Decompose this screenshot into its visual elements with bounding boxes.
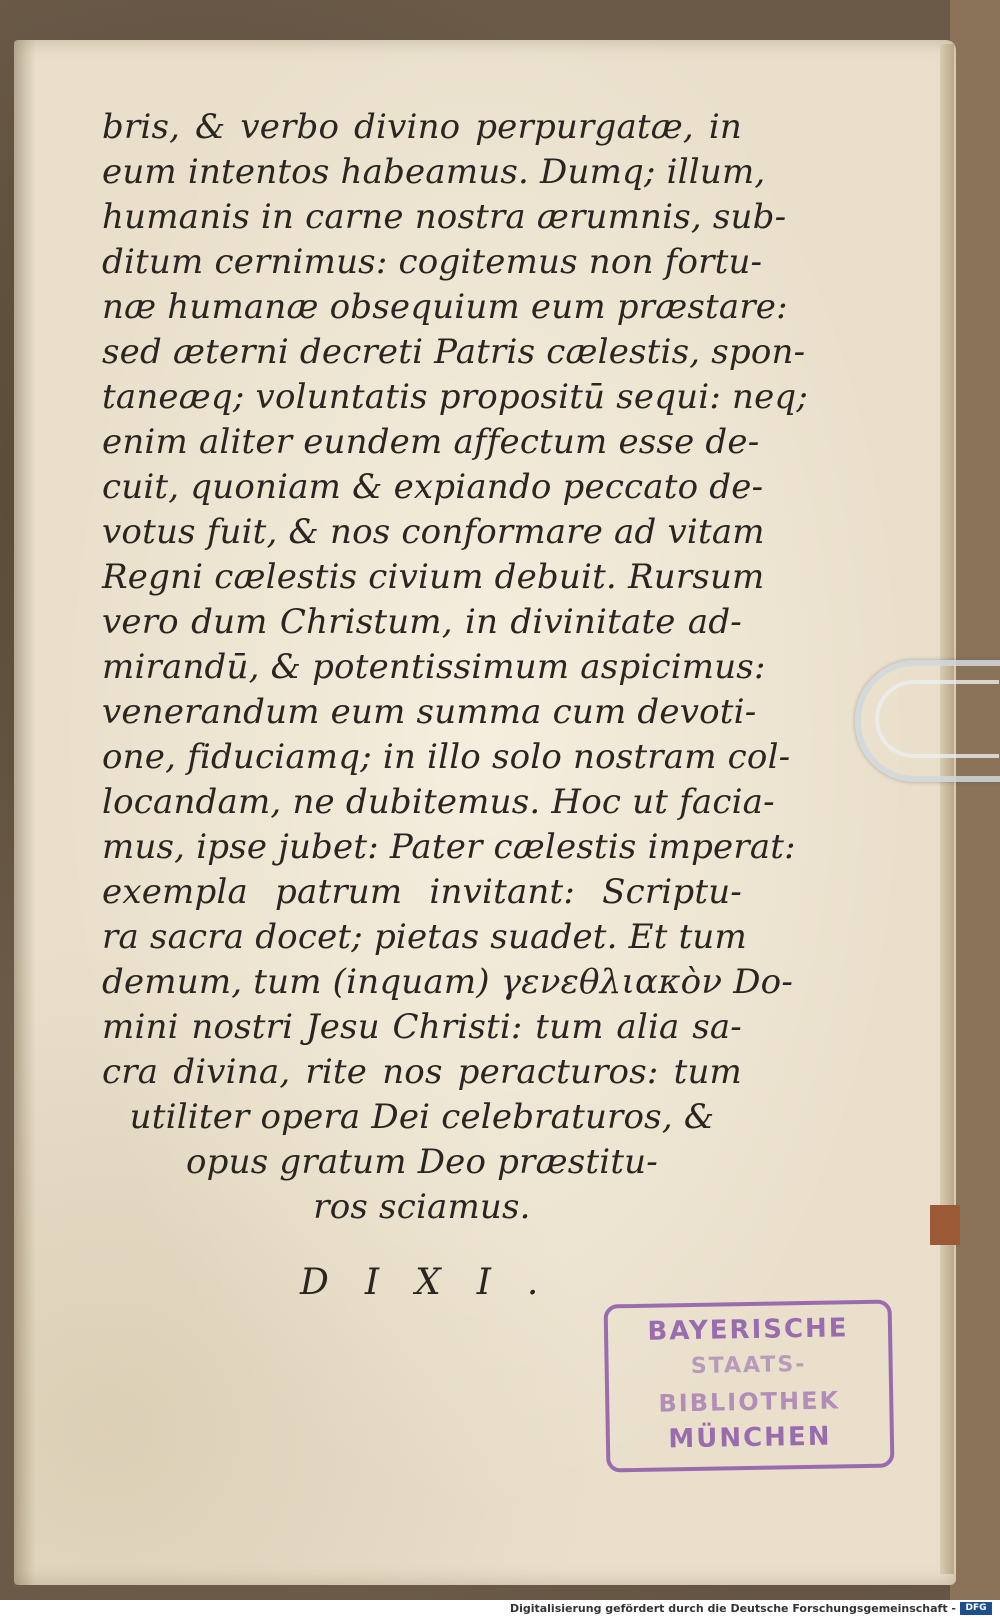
- dfg-logo-icon: DFG: [960, 1602, 992, 1615]
- paper-clip-inner: [875, 680, 999, 758]
- text-line: utiliter opera Dei celebraturos, &: [129, 1097, 715, 1137]
- text-line: bris, & verbo divino perpurgatæ, in: [102, 107, 742, 147]
- text-line: venerandum eum summa cum devoti-: [102, 692, 757, 732]
- text-line: one, fiduciamq; in illo solo nostram col-: [102, 737, 791, 777]
- text-line: cra divina, rite nos peracturos: tum: [102, 1052, 742, 1092]
- text-line: eum intentos habeamus. Dumq; illum,: [102, 152, 766, 192]
- stamp-line-4: MÜNCHEN: [668, 1421, 832, 1455]
- page-gutter-shadow: [14, 40, 36, 1585]
- footer-credit: Digitalisierung gefördert durch die Deutsche Forschungsgemeinschaft -: [509, 1602, 956, 1615]
- text-line: vero dum Christum, in divinitate ad-: [102, 602, 742, 642]
- page-body-text: [102, 105, 809, 1230]
- text-line: locandam, ne dubitemus. Hoc ut facia-: [102, 782, 775, 822]
- text-line: ra sacra docet; pietas suadet. Et tum: [102, 917, 747, 957]
- text-line: demum, tum (inquam) γενεθλιακὸν Do-: [102, 962, 794, 1002]
- stamp-line-2: STAATS-: [690, 1351, 807, 1380]
- bookmark-tab: [930, 1205, 960, 1245]
- library-stamp: [604, 1299, 895, 1472]
- text-line: mini nostri Jesu Christi: tum alia sa-: [102, 1007, 742, 1047]
- stamp-line-1: BAYERISCHE: [647, 1313, 849, 1347]
- text-line: mus, ipse jubet: Pater cælestis imperat:: [102, 827, 796, 867]
- text-line: taneæq; voluntatis propositū sequi: neq;: [102, 377, 809, 417]
- text-line: opus gratum Deo præstitu-: [186, 1142, 658, 1182]
- text-line: votus fuit, & nos conformare ad vitam: [102, 512, 765, 552]
- text-line: sed æterni decreti Patris cælestis, spon-: [102, 332, 806, 372]
- text-line: enim aliter eundem affectum esse de-: [102, 422, 760, 462]
- page-edge: [940, 44, 954, 1574]
- text-line: ditum cernimus: cogitemus non fortu-: [102, 242, 763, 282]
- text-line: humanis in carne nostra ærumnis, sub-: [102, 197, 787, 237]
- text-line: næ humanæ obsequium eum præstare:: [102, 287, 788, 327]
- footer-bar: [0, 1600, 1000, 1618]
- text-line: mirandū, & potentissimum aspicimus:: [102, 647, 766, 687]
- text-line: Regni cælestis civium debuit. Rursum: [102, 557, 765, 597]
- text-line: cuit, quoniam & expiando peccato de-: [102, 467, 764, 507]
- book-cover-edge: [950, 0, 1000, 1600]
- text-line: exempla patrum invitant: Scriptu-: [102, 872, 742, 912]
- stamp-line-3: BIBLIOTHEK: [658, 1386, 841, 1418]
- closing-word: DIXI.: [300, 1262, 575, 1303]
- text-line: ros sciamus.: [313, 1187, 531, 1227]
